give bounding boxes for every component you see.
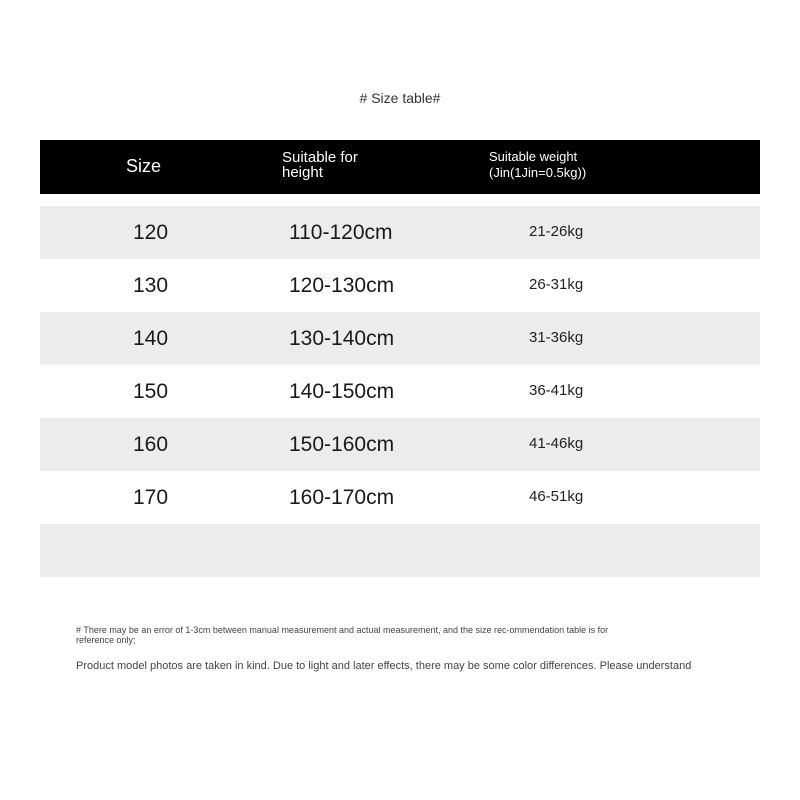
cell-height: 160-170cm: [289, 486, 395, 509]
cell-weight: 31-36kg: [529, 329, 584, 346]
header-height: Suitable for height: [282, 149, 358, 181]
cell-size: 130: [133, 274, 169, 297]
size-table-title: # Size table#: [359, 90, 441, 106]
photo-note: Product model photos are taken in kind. Due to light and later effects, there may be some color differences. Please understand: [76, 660, 692, 672]
table-row: [40, 259, 760, 312]
cell-height: 120-130cm: [289, 274, 395, 297]
table-row: [40, 365, 760, 418]
cell-size: 140: [133, 327, 169, 350]
cell-size: 120: [133, 221, 169, 244]
table-row-empty: [40, 524, 760, 577]
header-weight: [489, 149, 689, 181]
header-size: Size: [126, 156, 162, 176]
cell-size: 150: [133, 380, 169, 403]
cell-height: 130-140cm: [289, 327, 395, 350]
cell-weight: 26-31kg: [529, 276, 584, 293]
measurement-note: # There may be an error of 1-3cm between manual measurement and actual measurement, and the size rec-ommendation table is for reference only;: [76, 625, 609, 645]
cell-weight: 36-41kg: [529, 382, 584, 399]
cell-weight: 41-46kg: [529, 435, 584, 452]
cell-height: 140-150cm: [289, 380, 395, 403]
table-row: [40, 206, 760, 259]
table-header: [40, 140, 760, 194]
cell-size: 160: [133, 433, 169, 456]
table-row: [40, 312, 760, 365]
cell-height: 150-160cm: [289, 433, 395, 456]
table-row: [40, 471, 760, 524]
cell-height: 110-120cm: [289, 221, 393, 244]
header-weight-label: Suitable weight: [489, 149, 578, 164]
header-weight-unit: (Jin(1Jin=0.5kg)): [489, 165, 587, 180]
table-row: [40, 418, 760, 471]
cell-weight: 21-26kg: [529, 223, 584, 240]
cell-weight: 46-51kg: [529, 488, 584, 505]
cell-size: 170: [133, 486, 169, 509]
